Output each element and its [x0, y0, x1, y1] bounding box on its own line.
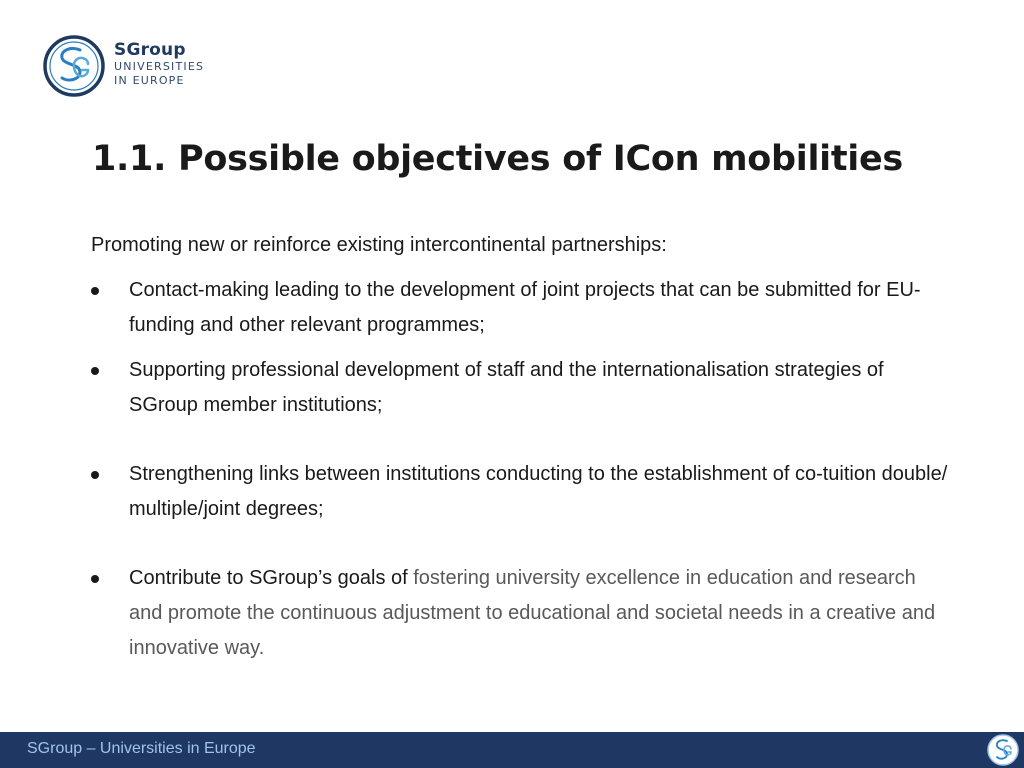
list-item [91, 561, 951, 666]
logo-subtitle-line1: UNIVERSITIES [114, 60, 205, 73]
sgroup-footer-logo-icon [986, 733, 1020, 767]
slide-title: 1.1. Possible objectives of ICon mobilities [92, 139, 903, 179]
list-item-text: Strengthening links between institutions conducting to the establishment of co-tuition double/ multiple/joint degrees; [129, 463, 948, 520]
bullet-icon [91, 575, 99, 583]
list-item-text-main: Contribute to SGroup’s goals of [129, 567, 414, 589]
bullet-icon [91, 471, 99, 479]
logo-subtitle-line2: IN EUROPE [114, 74, 185, 87]
footer-bar [0, 732, 1024, 768]
logo-text [114, 40, 204, 88]
list-item-text: Contact-making leading to the development of joint projects that can be submitted for EU-funding and other relevant programmes; [129, 279, 921, 336]
list-item-text-muted: fostering university excellence in education and research and promote the continuous adjustment to educational and societal needs in a creative and innovative way. [129, 567, 936, 659]
objectives-list [91, 273, 951, 666]
sgroup-logo-icon [42, 34, 106, 98]
list-item-text: Supporting professional development of staff and the internationalisation strategies of SGroup member institutions; [129, 359, 884, 416]
list-item [91, 457, 951, 527]
list-item [91, 273, 951, 343]
list-item [91, 353, 951, 423]
intro-text: Promoting new or reinforce existing intercontinental partnerships: [91, 234, 667, 256]
sgroup-logo [42, 34, 242, 104]
bullet-icon [91, 287, 99, 295]
footer-label: SGroup – Universities in Europe [27, 740, 256, 757]
logo-brand: SGroup [114, 40, 186, 60]
slide-content [91, 228, 951, 676]
bullet-icon [91, 367, 99, 375]
